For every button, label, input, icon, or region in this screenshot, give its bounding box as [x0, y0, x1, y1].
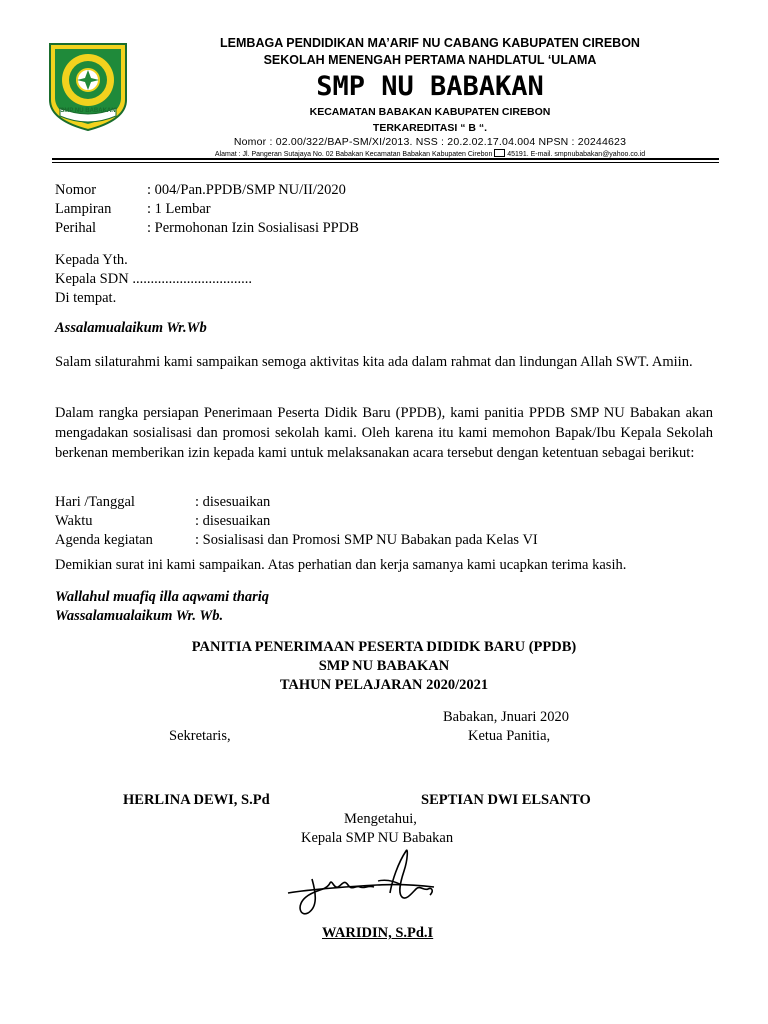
principal-signature: [282, 845, 442, 920]
chair-name: SEPTIAN DWI ELSANTO: [421, 792, 591, 808]
detail-row: Hari /Tanggal : disesuaikan: [55, 494, 271, 510]
meta-row: Nomor : 004/Pan.PPDB/SMP NU/II/2020: [55, 182, 346, 198]
school-logo: [46, 40, 130, 132]
committee-line: SMP NU BABAKAN: [318, 658, 450, 674]
paragraph-opening: Salam silaturahmi kami sampaikan semoga aktivitas kita ada dalam rahmat dan lindungan Allah SWT. Amiin.: [55, 354, 693, 370]
letterhead-line1: LEMBAGA PENDIDIKAN MA’ARIF NU CABANG KABUPATEN CIREBON: [220, 36, 640, 50]
letterhead-rule-thick: [52, 158, 719, 160]
mail-icon: [494, 149, 505, 157]
principal-role: Kepala SMP NU Babakan: [301, 830, 454, 846]
principal-name: WARIDIN, S.Pd.I: [322, 925, 434, 941]
logo-banner-text: SMP NU BABAKAN: [60, 108, 116, 114]
closing-italic: Wassalamualaikum Wr. Wb.: [55, 608, 224, 624]
recipient-line: Kepada Yth.: [55, 252, 128, 268]
greeting: Assalamualaikum Wr.Wb: [55, 320, 207, 336]
detail-row: Agenda kegiatan : Sosialisasi dan Promosi SMP NU Babakan pada Kelas VI: [55, 532, 538, 548]
address-email: 45191. E-mail. smpnubabakan@yahoo.co.id: [507, 151, 646, 158]
recipient-line: Di tempat.: [55, 290, 117, 306]
secretary-role: Sekretaris,: [169, 728, 231, 744]
place-date: Babakan, Jnuari 2020: [443, 709, 570, 725]
committee-line: PANITIA PENERIMAAN PESERTA DIDIDK BARU (PPDB): [191, 639, 577, 655]
chair-role: Ketua Panitia,: [468, 728, 551, 744]
recipient-line: Kepala SDN .................................: [55, 271, 252, 287]
detail-row: Waktu : disesuaikan: [55, 513, 271, 529]
letterhead-line2: SEKOLAH MENENGAH PERTAMA NAHDLATUL ‘ULAMA: [263, 53, 597, 67]
letterhead-district: KECAMATAN BABAKAN KABUPATEN CIREBON: [309, 106, 551, 118]
closing-sentence: Demikian surat ini kami sampaikan. Atas perhatian dan kerja samanya kami ucapkan terima kasih.: [55, 557, 627, 573]
letterhead-rule-thin: [52, 162, 719, 163]
letterhead-numbers: Nomor : 02.00/322/BAP-SM/XI/2013. NSS : 20.2.02.17.04.004 NPSN : 20244623: [233, 136, 627, 148]
meta-row: Perihal : Permohonan Izin Sosialisasi PPDB: [55, 220, 359, 236]
paragraph-body: Dalam rangka persiapan Penerimaan Peserta Didik Baru (PPDB), kami panitia PPDB SMP NU Babakan akan mengadakan sosialisasi dan promosi sekolah kami. Oleh karena itu kami memohon Bapak/Ibu Kepala Sekolah berkenan memberikan izin kepada kami untuk melaksanakan acara tersebut dengan ketentuan sebagai berikut:: [55, 405, 713, 461]
closing-italic: Wallahul muafiq illa aqwami thariq: [55, 589, 270, 605]
acknowledged-label: Mengetahui,: [344, 811, 417, 827]
secretary-name: HERLINA DEWI, S.Pd: [123, 792, 270, 808]
letter-meta: [55, 181, 359, 238]
event-details: [55, 493, 538, 550]
meta-row: Lampiran : 1 Lembar: [55, 201, 211, 217]
letterhead-accreditation: TERKAREDITASI “ B “.: [372, 122, 488, 134]
school-name: SMP NU BABAKAN: [316, 71, 544, 102]
committee-line: TAHUN PELAJARAN 2020/2021: [279, 677, 489, 693]
address-text: Alamat : Jl. Pangeran Sutajaya No. 02 Babakan Kecamatan Babakan Kabupaten Cirebon: [214, 151, 493, 158]
